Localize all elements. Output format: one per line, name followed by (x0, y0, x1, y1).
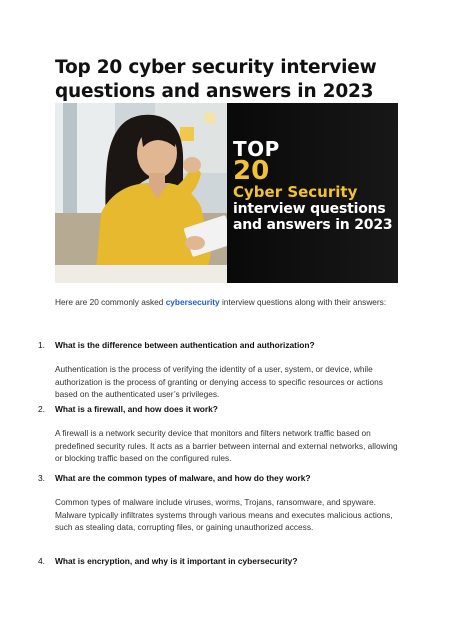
hero-top-text: TOP (233, 137, 280, 161)
question-number: 4. (38, 556, 45, 566)
hero-number: 20 (233, 156, 270, 186)
hero-caption (233, 139, 398, 232)
answer-text: Authentication is the process of verifying the identity of a user, system, or device, while authorization is the process of granting or denying access to specific resources or actions based on the authenticated user’s privileges. (55, 364, 383, 400)
question-text: What is a firewall, and how does it work? (55, 404, 218, 414)
hero-line-1: interview questions (233, 201, 386, 217)
page-title: Top 20 cyber security interview questions and answers in 2023 (55, 57, 377, 102)
question-text: What is the difference between authentication and authorization? (55, 340, 315, 350)
answer-text: A firewall is a network security device that monitors and filters network traffic based on predefined security rules. It acts as a barrier between internal and external networks, allowing or blocking traffic based on the configured rules. (55, 428, 398, 464)
question-text: What are the common types of malware, and how do they work? (55, 473, 311, 483)
question-number: 3. (38, 473, 45, 483)
intro-paragraph (55, 296, 400, 309)
hero-image (55, 103, 398, 283)
cybersecurity-link[interactable]: cybersecurity (165, 297, 220, 307)
answer-text: Common types of malware include viruses, worms, Trojans, ransomware, and spyware. Malware typically infiltrates systems through various means and executes malicious actions, such as stealing data, corrupting files, or gaining unauthorized access. (55, 497, 393, 533)
intro-before: Here are 20 commonly asked (55, 297, 166, 307)
hero-line-2: and answers in 2023 (233, 217, 393, 233)
question-text: What is encryption, and why is it important in cybersecurity? (55, 556, 298, 566)
question-number: 2. (38, 404, 45, 414)
intro-after: interview questions along with their answers: (219, 297, 387, 307)
hero-topic: Cyber Security (233, 183, 358, 201)
question-number: 1. (38, 340, 45, 350)
